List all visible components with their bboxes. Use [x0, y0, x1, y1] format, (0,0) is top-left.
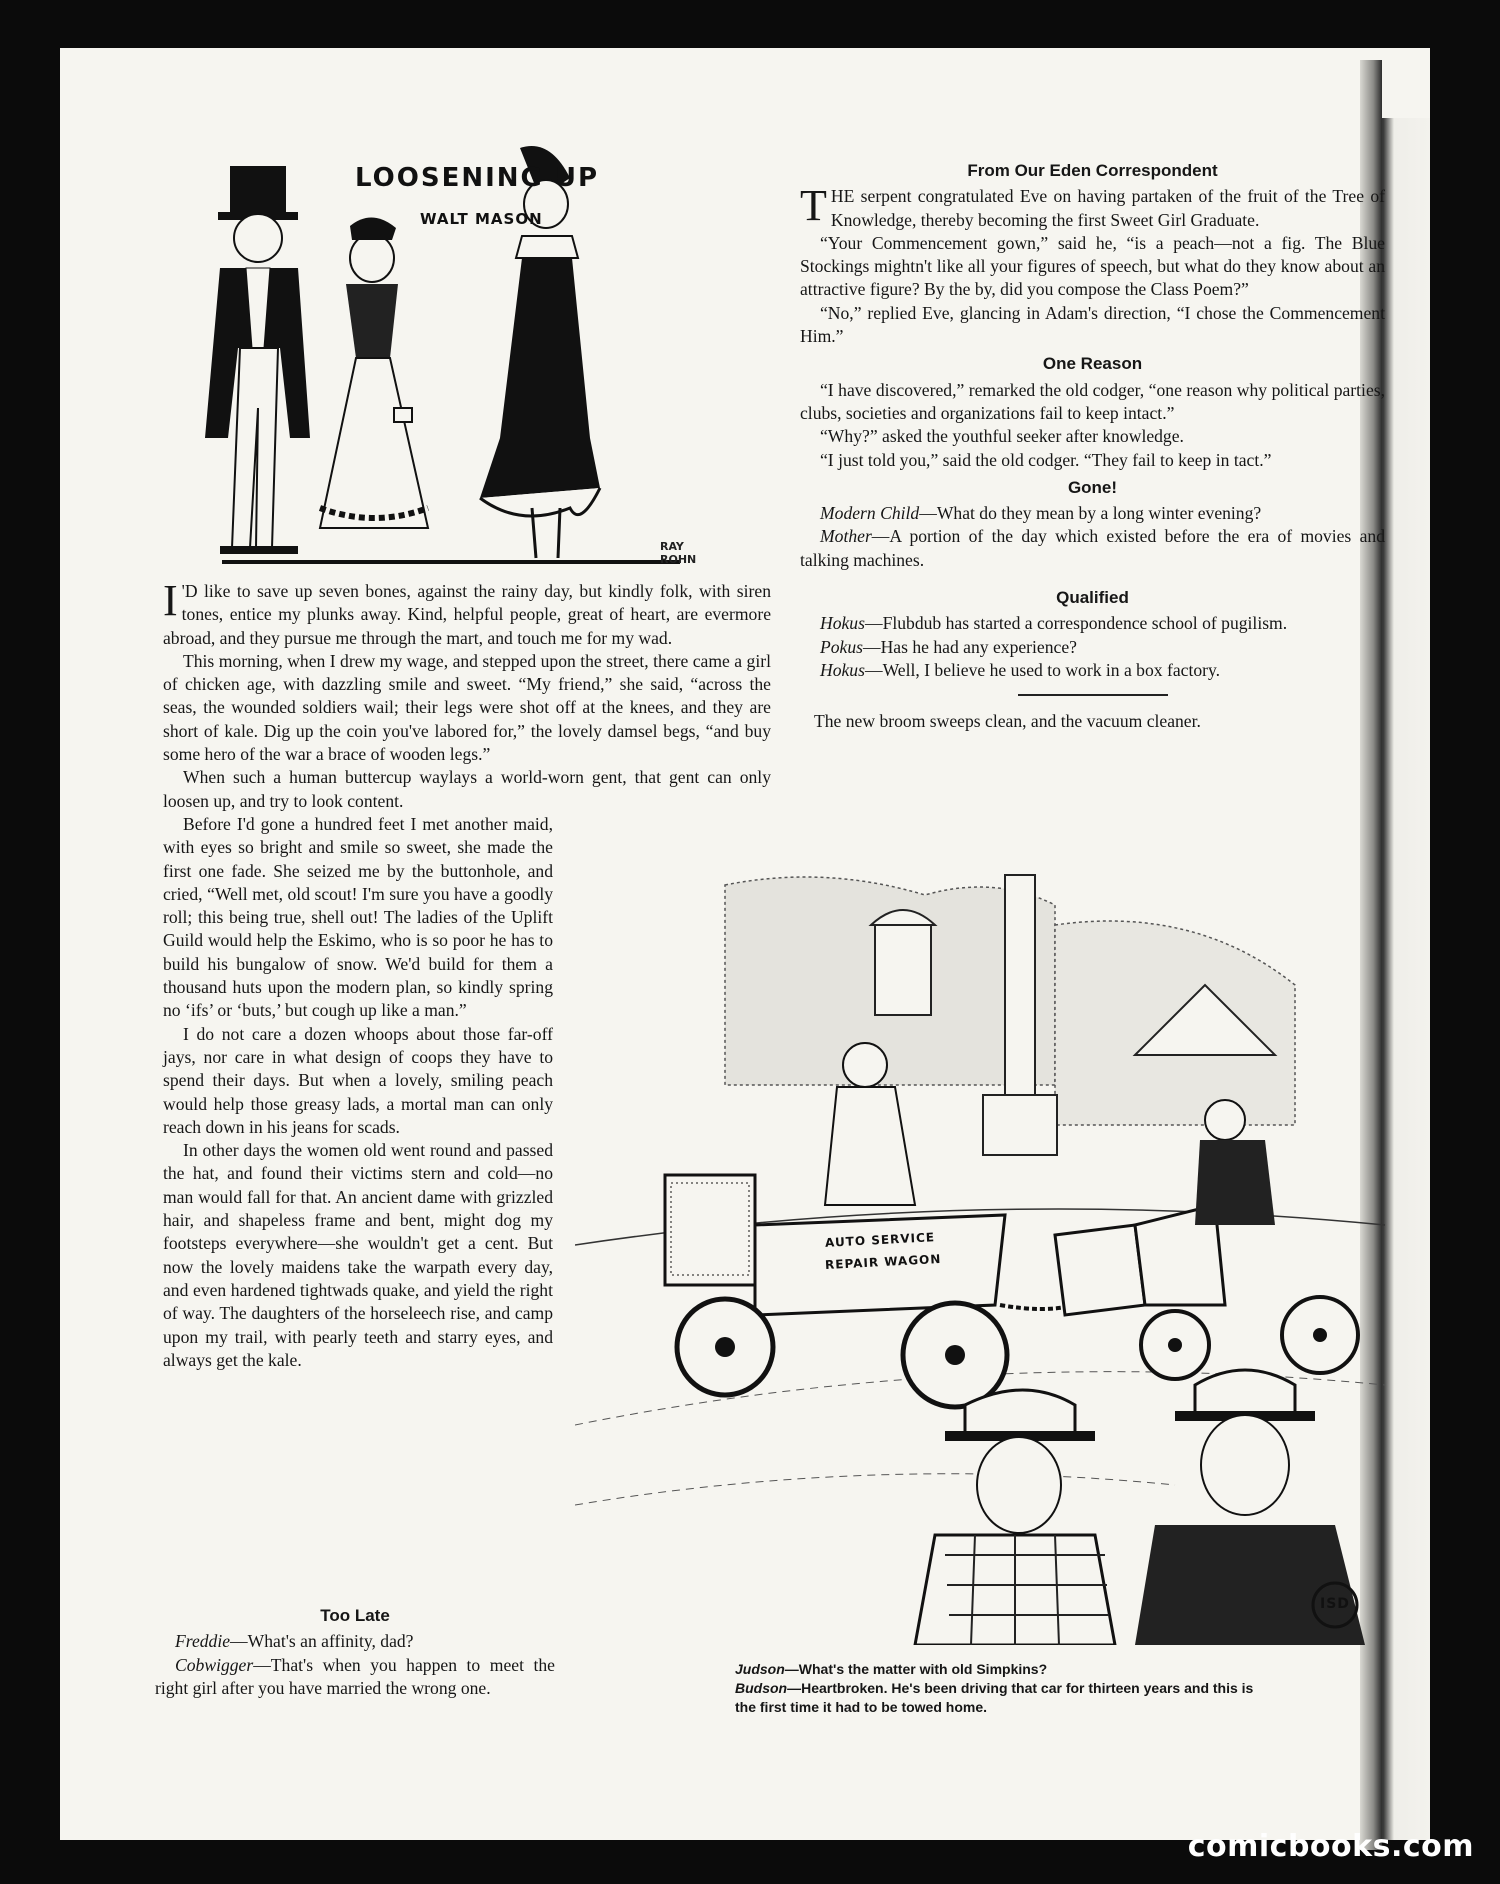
- article-paragraph: “I just told you,” said the old codger. “They fail to keep in tact.”: [820, 449, 1272, 470]
- dialog-line: Modern Child—What do they mean by a long winter evening?: [820, 503, 1262, 524]
- divider-rule: [1018, 694, 1168, 696]
- article-paragraph: I do not care a dozen whoops about those far-off jays, nor care in what design of coops they have to spend their days. But when a lovely, smiling peach would help those greasy lads, a mortal man can only reach down in his jeans for scads.: [163, 1023, 553, 1137]
- speaker-name: Hokus: [820, 613, 865, 634]
- dialog-line: Freddie—What's an affinity, dad?: [175, 1631, 414, 1652]
- speaker-name: Pokus: [820, 636, 863, 657]
- cartoon-byline: WALT MASON: [420, 210, 543, 228]
- article-paragraph: “I have discovered,” remarked the old codger, “one reason why political parties, clubs, societies and organizations fail to keep intact.”: [800, 379, 1385, 423]
- wagon-sign-line-2: REPAIR WAGON: [824, 1251, 942, 1273]
- article-paragraph: “Your Commencement gown,” said he, “is a peach—not a fig. The Blue Stockings mightn't like all your figures of speech, but what do they know about an attractive figure? By the by, did you compose the Class Poem?”: [800, 232, 1385, 300]
- repair-wagon-cartoon: [575, 865, 1385, 1645]
- speaker-name: Hokus: [820, 659, 865, 680]
- article-paragraph: I 'D like to save up seven bones, against the rainy day, but kindly folk, with siren tones, entice my plunks away. Kind, helpful people, great of heart, are evermore abroad, and they pursue me through the mart, and touch me for my wad.: [163, 576, 771, 648]
- too-late-joke: [155, 1600, 555, 1700]
- cartoon-caption: [735, 1660, 1255, 1717]
- wagon-sign-line-1: AUTO SERVICE: [824, 1230, 936, 1250]
- illustrator-signature: ISD: [1320, 1596, 1350, 1612]
- right-column: [800, 155, 1385, 734]
- speaker-name: Budson: [735, 1680, 788, 1696]
- article-paragraph: This morning, when I drew my wage, and stepped upon the street, there came a girl of chicken age, with dazzling smile and sweet. “My friend,” she said, “across the seas, the wounded soldiers wail; their legs were shot off at the knees, and they are short of kale. Dig up the coin you've labored for,” the lovely damsel begs, “and buy some hero of the war a brace of wooden legs.”: [163, 650, 771, 765]
- speaker-name: Mother: [820, 526, 872, 547]
- article-paragraph: Before I'd gone a hundred feet I met another maid, with eyes so bright and smile so sweet, she made the first one fade. She seized me by the buttonhole, and cried, “Well met, old scout! I'm sure you have a goodly roll; this being true, shell out! The ladies of the Uplift Guild would help the Eskimo, who is so poor he has to build his bungalow of snow. We'd build for them a thousand huts upon the modern plan, so kindly spring no ‘ifs’ or ‘buts,’ but cough up like a man.”: [163, 813, 553, 1021]
- caption-line: Budson—Heartbroken. He's been driving that car for thirteen years and this is the first time it had to be towed home.: [735, 1680, 1254, 1715]
- article-paragraph: In other days the women old went round and passed the hat, and found their victims stern and cold—no man would fall for that. An ancient dame with grizzled hair, and shapeless frame and bent, might dog my footsteps everywhere—she wouldn't get a cent. But now the lovely maidens take the warpath every day, and even hardened tightwads quake, and yield the right of way. The daughters of the horseleech rise, and camp upon my trail, with pearly teeth and starry eyes, and always get the kale.: [163, 1140, 553, 1370]
- section-heading: Qualified: [1056, 588, 1129, 608]
- article-paragraph: When such a human buttercup waylays a world-worn gent, that gent can only loosen up, and try to look content.: [163, 767, 771, 811]
- repair-wagon-illustration: [575, 865, 1385, 1645]
- drop-cap: I: [163, 576, 178, 625]
- cartoon-title: LOOSENING UP: [355, 163, 600, 193]
- article-paragraph: “No,” replied Eve, glancing in Adam's direction, “I chose the Commencement Him.”: [800, 302, 1385, 347]
- narrow-text-block: [163, 813, 553, 1372]
- section-heading: One Reason: [1042, 354, 1143, 374]
- speaker-name: Judson: [735, 1661, 785, 1677]
- speaker-name: Modern Child: [820, 503, 920, 524]
- artist-signature: RAY ROHN: [660, 540, 697, 566]
- section-heading: Gone!: [1067, 477, 1118, 497]
- dialog-line: Hokus—Well, I believe he used to work in a box factory.: [820, 659, 1221, 680]
- speaker-name: Cobwigger: [175, 1654, 254, 1675]
- article-paragraph: THE serpent congratulated Eve on having partaken of the fruit of the Tree of Knowledge, thereby becoming the first Sweet Girl Graduate.: [800, 181, 1385, 231]
- broom-joke: The new broom sweeps clean, and the vacuum cleaner.: [814, 711, 1201, 732]
- section-heading: From Our Eden Correspondent: [967, 161, 1218, 180]
- site-watermark: comicbooks.com: [1187, 1829, 1474, 1864]
- dialog-line: Cobwigger—That's when you happen to meet the right girl after you have married the wrong one.: [155, 1654, 555, 1698]
- section-heading: Too Late: [320, 1606, 390, 1625]
- loosening-up-cartoon: [160, 108, 700, 578]
- article-paragraph: “Why?” asked the youthful seeker after knowledge.: [820, 426, 1184, 447]
- speaker-name: Freddie: [175, 1631, 231, 1652]
- dialog-line: Mother—A portion of the day which existed before the era of movies and talking machines.: [800, 526, 1385, 570]
- drop-cap: T: [800, 181, 827, 231]
- dialog-line: Hokus—Flubdub has started a correspondence school of pugilism.: [820, 613, 1288, 634]
- caption-line: Judson—What's the matter with old Simpkins?: [735, 1661, 1048, 1677]
- dialog-line: Pokus—Has he had any experience?: [820, 636, 1077, 657]
